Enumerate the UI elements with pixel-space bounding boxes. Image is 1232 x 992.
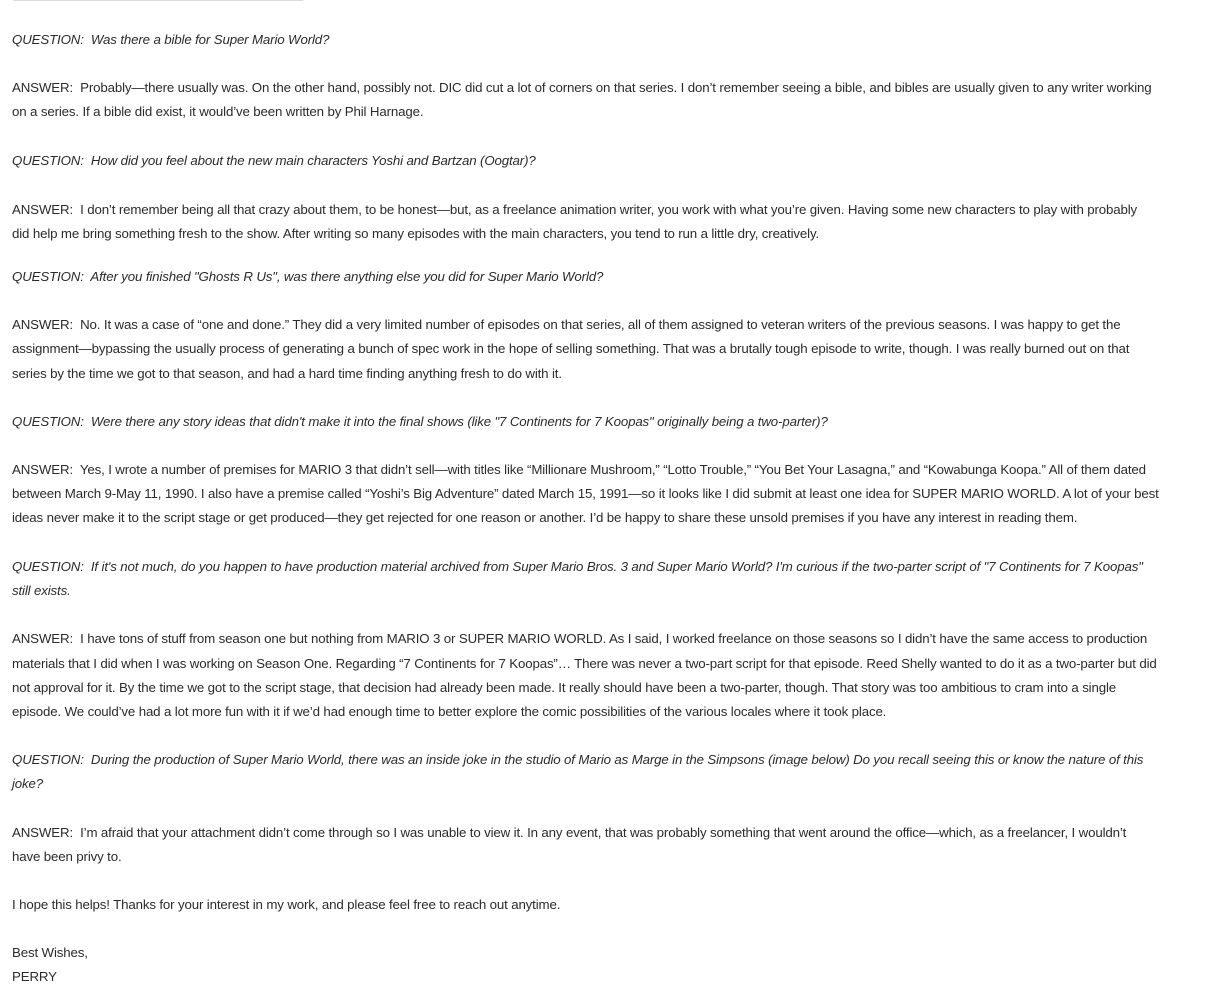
question-text: If it's not much, do you happen to have production material archived from Super Mario Bros. 3 and Super Mario World? I'm curious if the two-parter script of "7 Continents for 7 Koopas" <box>90 559 1143 574</box>
answer-label: ANSWER: <box>12 631 74 646</box>
text-line: did help me bring something fresh to the show. After writing so many episodes with the main characters, you tend to run a little dry, creatively. <box>12 226 820 241</box>
answer-label: ANSWER: <box>12 825 74 840</box>
text-line: Best Wishes, <box>12 945 88 960</box>
text-line: on a series. If a bible did exist, it would’ve been written by Phil Harnage. <box>12 104 424 119</box>
question-text: After you finished "Ghosts R Us", was there anything else you did for Super Mario World? <box>90 269 604 284</box>
text-line: between March 9-May 11, 1990. I also have a premise called “Yoshi’s Big Adventure” dated March 15, 1991—so it looks like I did submit at least one idea for SUPER MARIO WORLD. A lot of your best <box>12 486 1159 501</box>
question-text: Was there a bible for Super Mario World? <box>90 32 330 47</box>
text-line: not approval for it. By the time we got to the script stage, that decision had already been made. It really should have been a two-parter, though. That story was too ambitious to cram into a single <box>12 680 1117 695</box>
text-line: assignment—bypassing the usually process of generating a bunch of spec work in the hope of selling something. That was a brutally tough episode to write, though. I was really burned out on that <box>12 341 1130 356</box>
text-line: PERRY <box>12 969 57 984</box>
question-line <box>12 558 1143 576</box>
answer-line <box>12 79 1152 97</box>
text-line: have been privy to. <box>12 849 122 864</box>
text-line: ideas never make it to the script stage or get produced—they get rejected for one reason or another. I’d be happy to share these unsold premises if you have any interest in reading them. <box>12 510 1078 525</box>
answer-line <box>12 824 1126 842</box>
text-line: episode. We could’ve had a lot more fun with it if we’d had enough time to better explore the comic possibilities of the various locales where it took place. <box>12 704 887 719</box>
answer-text: Probably—there usually was. On the other hand, possibly not. DIC did cut a lot of corners on that series. I don’t remember seeing a bible, and bibles are usually given to any writer working <box>80 80 1152 95</box>
question-label: QUESTION: <box>12 752 84 767</box>
question-line <box>12 751 1143 769</box>
question-label: QUESTION: <box>12 32 84 47</box>
text-line: I hope this helps! Thanks for your interest in my work, and please feel free to reach out anytime. <box>12 897 561 912</box>
text-line: series by the time we got to that season, and had a hard time finding anything fresh to do with it. <box>12 366 562 381</box>
answer-text: I don’t remember being all that crazy about them, to be honest—but, as a freelance animation writer, you work with what you’re given. Having some new characters to play with probably <box>80 202 1138 217</box>
cropped-text-fragment <box>12 0 304 1</box>
question-label: QUESTION: <box>12 559 84 574</box>
answer-label: ANSWER: <box>12 317 74 332</box>
question-label: QUESTION: <box>12 414 84 429</box>
question-line <box>12 152 536 170</box>
answer-label: ANSWER: <box>12 80 74 95</box>
answer-text: Yes, I wrote a number of premises for MARIO 3 that didn’t sell—with titles like “Millionare Mushroom,” “Lotto Trouble,” “You Bet Your Lasagna,” and “Kowabunga Koopa.” All of them dated <box>79 462 1146 477</box>
answer-text: I’m afraid that your attachment didn’t come through so I was unable to view it. In any event, that was probably something that went around the office—which, as a freelancer, I wouldn’t <box>80 825 1127 840</box>
text-line: still exists. <box>12 583 71 598</box>
text-line: materials that I did when I was working on Season One. Regarding “7 Continents for 7 Koopas”… There was never a two-part script for that episode. Reed Shelly wanted to do it as a two-parter but did <box>12 656 1157 671</box>
answer-label: ANSWER: <box>12 202 74 217</box>
question-label: QUESTION: <box>12 269 84 284</box>
answer-text: I have tons of stuff from season one but nothing from MARIO 3 or SUPER MARIO WORLD. As I said, I worked freelance on those seasons so I didn’t have the same access to production <box>80 631 1148 646</box>
question-label: QUESTION: <box>12 153 84 168</box>
question-line <box>12 268 603 286</box>
answer-line <box>12 461 1146 479</box>
answer-text: No. It was a case of “one and done.” They did a very limited number of episodes on that series, all of them assigned to veteran writers of the previous seasons. I was happy to get the <box>80 317 1121 332</box>
answer-line <box>12 201 1137 219</box>
question-line <box>12 31 329 49</box>
question-text: During the production of Super Mario World, there was an inside joke in the studio of Mario as Marge in the Simpsons (image below) Do you recall seeing this or know the nature of this <box>90 752 1144 767</box>
text-line: joke? <box>12 776 44 791</box>
question-text: Were there any story ideas that didn't make it into the final shows (like "7 Continents for 7 Koopas" originally being a two-parter)? <box>90 414 828 429</box>
answer-line <box>12 630 1147 648</box>
question-text: How did you feel about the new main characters Yoshi and Bartzan (Oogtar)? <box>90 153 536 168</box>
answer-label: ANSWER: <box>12 462 74 477</box>
answer-line <box>12 316 1120 334</box>
question-line <box>12 413 828 431</box>
